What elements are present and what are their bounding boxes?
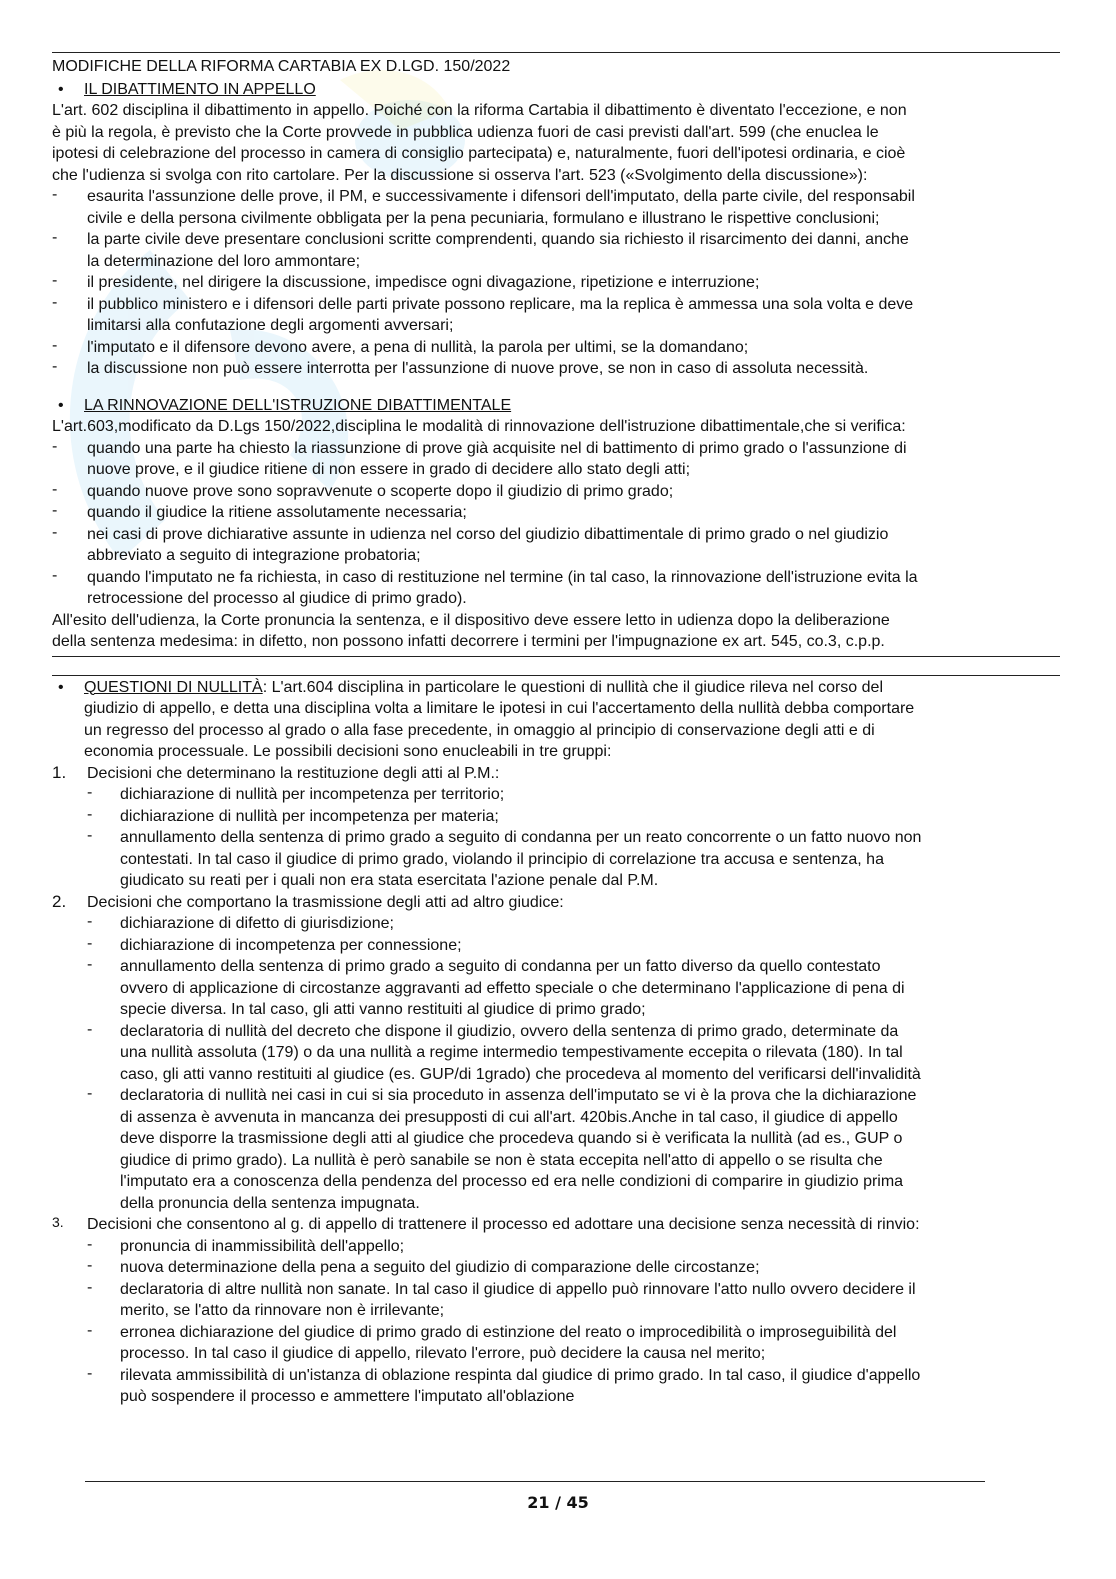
list-item <box>52 524 1060 567</box>
text-line: giudice di primo grado). La nullità è però sanabile se non è stata eccepita nell'atto di appello o se risulta che <box>120 1151 883 1169</box>
text-line: economia processuale. Le possibili decisioni sono enucleabili in tre gruppi: <box>84 743 612 760</box>
text-line: deve disporre la trasmissione degli atti al giudice che procedeva quando si è verificata la nullità (ad es., GUP o <box>120 1130 903 1147</box>
list-item <box>52 1365 1060 1408</box>
dash-marker: - <box>52 293 58 311</box>
dash-marker: - <box>87 805 93 823</box>
list-item <box>52 784 1060 806</box>
text-line: quando nuove prove sono sopravvenute o scoperte dopo il giudizio di primo grado; <box>87 482 674 500</box>
text-line: ipotesi di celebrazione del processo in camera di consiglio partecipata) e, naturalmente, fuori dell'ipotesi ordinaria, e cioè <box>52 145 906 162</box>
text-line: quando il giudice la ritiene assolutamente necessaria; <box>87 504 467 521</box>
text-line: una nullità assoluta (179) o da una nullità a regime intermedio tempestivamente eccepita o rilevata (180). In tal <box>120 1044 903 1061</box>
text-line: Decisioni che consentono al g. di appello di trattenere il processo ed adottare una decisione senza necessità di rinvio: <box>87 1216 920 1233</box>
dash-marker: - <box>87 934 93 952</box>
dash-marker: - <box>52 336 58 354</box>
numbered-group-title <box>52 892 1060 914</box>
text-line: può sospendere il processo e ammettere l'imputato all'oblazione <box>120 1388 575 1405</box>
text-line: l'imputato e il difensore devono avere, a pena di nullità, la parola per ultimi, se la domandano; <box>87 338 749 356</box>
text-line: annullamento della sentenza di primo grado a seguito di condanna per un reato concorrente o un fatto nuovo non <box>120 829 922 846</box>
text-line: specie diversa. In tal caso, gli atti vanno restituiti al giudice di primo grado; <box>120 1001 646 1018</box>
rinnovazione-outro <box>52 610 1060 653</box>
dash-marker: - <box>87 1278 93 1296</box>
heading-text: LA RINNOVAZIONE DELL'ISTRUZIONE DIBATTIMENTALE <box>84 396 512 414</box>
text-line: merito, se l'atto da rinnovare non è irrilevante; <box>120 1302 445 1319</box>
numbered-group-title <box>52 763 1060 785</box>
list-item <box>52 294 1060 337</box>
text-line: un regresso del processo al grado o alla fase precedente, in omaggio al principio di conservazione degli atti e di <box>84 721 875 739</box>
footer-rule <box>85 1481 985 1482</box>
dash-marker: - <box>52 480 58 498</box>
dash-marker: - <box>52 229 58 246</box>
text-line: esaurita l'assunzione delle prove, il PM, e successivamente i difensori dell'imputato, della parte civile, del responsabil <box>87 188 915 205</box>
dash-marker: - <box>87 1257 93 1274</box>
list-item <box>52 229 1060 272</box>
nullita-groups <box>52 763 1060 1408</box>
text-line: All'esito dell'udienza, la Corte pronuncia la sentenza, e il dispositivo deve essere letto in udienza dopo la deliberazione <box>52 611 890 629</box>
text-line: erronea dichiarazione del giudice di primo grado di estinzione del reato o improcedibilità o improseguibilità del <box>120 1323 897 1341</box>
text-line: nuova determinazione della pena a seguito del giudizio di comparazione delle circostanze; <box>120 1259 760 1276</box>
dash-marker: - <box>87 913 93 930</box>
bullet-icon: • <box>58 80 64 98</box>
dash-marker: - <box>87 1085 93 1102</box>
dash-marker: - <box>87 1235 93 1253</box>
dibattimento-list <box>52 186 1060 380</box>
list-item <box>52 806 1060 828</box>
text-line: quando l'imputato ne fa richiesta, in caso di restituzione nel termine (in tal caso, la rinnovazione dell'istruzione evita la <box>87 568 918 586</box>
list-item <box>52 935 1060 957</box>
text-line: Decisioni che comportano la trasmissione degli atti ad altro giudice: <box>87 893 564 911</box>
text-line: civile e della persona civilmente obbligata per la pena pecuniaria, formulano e illustrano le rispettive conclusioni; <box>87 209 880 227</box>
list-item <box>52 481 1060 503</box>
list-item <box>52 502 1060 524</box>
text-line: caso, gli atti vanno restituiti al giudice (es. GUP/di 1grado) che procedeva al momento del verificarsi dell'invalidità <box>120 1065 921 1083</box>
dash-marker: - <box>52 566 58 584</box>
dash-marker: - <box>52 437 58 455</box>
text-line: annullamento della sentenza di primo grado a seguito di condanna per un fatto diverso da quello contestato <box>120 958 881 975</box>
heading-continuation: : L'art.604 disciplina in particolare le questioni di nullità che il giudice rileva nel corso del <box>262 678 883 696</box>
text-line: L'art. 602 disciplina il dibattimento in appello. Poiché con la riforma Cartabia il dibattimento è diventato l'eccezione, e non <box>52 102 907 119</box>
dash-marker: - <box>52 358 58 375</box>
section-heading-rinnovazione <box>52 395 1060 417</box>
document-title: MODIFICHE DELLA RIFORMA CARTABIA EX D.LGD. 150/2022 <box>52 58 511 75</box>
text-line: è più la regola, è previsto che la Corte provvede in pubblica udienza fuori de casi previsti dall'art. 599 (che enuclea le <box>52 123 879 141</box>
dash-marker: - <box>87 956 93 973</box>
text-line: dichiarazione di difetto di giurisdizione; <box>120 915 394 932</box>
list-item <box>52 358 1060 380</box>
text-line: processo. In tal caso il giudice di appello, rilevato l'errore, può decidere la causa nel merito; <box>120 1345 766 1362</box>
section-heading-dibattimento <box>52 79 1060 101</box>
list-item <box>52 272 1060 294</box>
text-line: il pubblico ministero e i difensori delle parti private possono replicare, ma la replica è ammessa una sola volta e deve <box>87 295 914 313</box>
dash-marker: - <box>87 1364 93 1382</box>
text-line: della sentenza medesima: in difetto, non possono infatti decorrere i termini per l'impugnazione ex art. 545, co.3, c.p.p. <box>52 633 885 650</box>
text-line: dichiarazione di nullità per incompetenza per materia; <box>120 807 499 825</box>
text-line: Decisioni che determinano la restituzione degli atti al P.M.: <box>87 764 500 782</box>
list-item <box>52 1085 1060 1214</box>
text-line: della pronuncia della sentenza impugnata. <box>120 1194 420 1212</box>
heading-text: IL DIBATTIMENTO IN APPELLO <box>84 80 316 98</box>
dash-marker: - <box>87 1020 93 1038</box>
rinnovazione-intro <box>52 416 1060 438</box>
text-line: quando una parte ha chiesto la riassunzione di prove già acquisite nel di battimento di primo grado o l'assunzione di <box>87 439 907 457</box>
list-item <box>52 1021 1060 1086</box>
section-heading-nullita <box>52 677 1060 699</box>
list-item <box>52 1322 1060 1365</box>
top-rule <box>52 52 1060 53</box>
list-item <box>52 1279 1060 1322</box>
heading-text: QUESTIONI DI NULLITÀ <box>84 678 263 696</box>
section-rule <box>52 656 1060 657</box>
text-line: di assenza è avvenuta in mancanza dei presupposti di cui all'art. 420bis.Anche in tal caso, il giudice di appello <box>120 1108 898 1126</box>
list-item <box>52 186 1060 229</box>
text-line: rilevata ammissibilità di un'istanza di oblazione respinta dal giudice di primo grado. In tal caso, il giudice d'appello <box>120 1366 921 1384</box>
list-item <box>52 827 1060 892</box>
text-line: l'imputato era a conoscenza della pendenza del processo ed era nelle condizioni di comparire in giudizio prima <box>120 1173 904 1190</box>
list-item <box>52 438 1060 481</box>
dash-marker: - <box>52 502 58 519</box>
text-line: declaratoria di nullità del decreto che dispone il giudizio, ovvero della sentenza di primo grado, determinate da <box>120 1022 899 1040</box>
text-line: retrocessione del processo al giudice di primo grado). <box>87 590 467 607</box>
list-item <box>52 1236 1060 1258</box>
bullet-icon: • <box>58 396 64 414</box>
rinnovazione-list <box>52 438 1060 610</box>
dash-marker: - <box>87 784 93 801</box>
text-line: giudizio di appello, e detta una disciplina volta a limitare le ipotesi in cui l'accertamento della nullità debba comportare <box>84 700 915 717</box>
text-line: contestati. In tal caso il giudice di primo grado, violando il principio di correlazione tra accusa e sentenza, ha <box>120 850 884 868</box>
dash-marker: - <box>87 827 93 844</box>
section-rule <box>52 675 1060 676</box>
text-line: giudicato su reati per i quali non era stata esercitata l'azione penale dal P.M. <box>120 872 659 889</box>
text-line: nei casi di prove dichiarative assunte in udienza nel corso del giudizio dibattimentale di primo grado o nel giudizio <box>87 525 889 543</box>
dash-marker: - <box>52 272 58 289</box>
text-line: che l'udienza si svolga con rito cartolare. Per la discussione si osserva l'art. 523 («Svolgimento della discussione»): <box>52 166 868 184</box>
nullita-intro <box>52 698 1060 763</box>
bullet-icon: • <box>58 678 64 696</box>
text-line: la determinazione del loro ammontare; <box>87 252 361 270</box>
text-line: pronuncia di inammissibilità dell'appello; <box>120 1237 405 1255</box>
group-number: 1. <box>52 762 67 782</box>
list-item <box>52 1257 1060 1279</box>
text-line: declaratoria di nullità nei casi in cui si sia proceduto in assenza dell'imputato se vi è la prova che la dichiarazione <box>120 1087 917 1104</box>
list-item <box>52 913 1060 935</box>
list-item <box>52 567 1060 610</box>
text-line: la parte civile deve presentare conclusioni scritte comprendenti, quando sia richiesto il risarcimento dei danni, anche <box>87 231 909 248</box>
text-line: L'art.603,modificato da D.Lgs 150/2022,disciplina le modalità di rinnovazione dell'istruzione dibattimentale,che si verifica: <box>52 418 906 435</box>
group-number: 2. <box>52 891 67 911</box>
list-item <box>52 956 1060 1021</box>
text-line: abbreviato a seguito di integrazione probatoria; <box>87 547 421 564</box>
dash-marker: - <box>52 186 58 203</box>
text-line: la discussione non può essere interrotta per l'assunzione di nuove prove, se non in caso di assoluta necessità. <box>87 360 869 377</box>
text-line: dichiarazione di nullità per incompetenza per territorio; <box>120 786 505 803</box>
page-number: 21 / 45 <box>527 1493 589 1512</box>
text-line: ovvero di applicazione di circostanze aggravanti ad effetto speciale o che determinano l'applicazione di pena di <box>120 979 905 997</box>
numbered-group-title <box>52 1214 1060 1236</box>
document-page <box>52 52 1060 1408</box>
text-line: dichiarazione di incompetenza per connessione; <box>120 936 462 954</box>
dibattimento-intro <box>52 100 1060 186</box>
text-line: declaratoria di altre nullità non sanate. In tal caso il giudice di appello può rinnovare l'atto nullo ovvero decidere il <box>120 1280 916 1298</box>
text-line: nuove prove, e il giudice ritiene di non essere in grado di decidere allo stato degli atti; <box>87 461 691 478</box>
dash-marker: - <box>52 523 58 541</box>
dash-marker: - <box>87 1321 93 1339</box>
text-line: il presidente, nel dirigere la discussione, impedisce ogni divagazione, ripetizione e interruzione; <box>87 274 760 291</box>
list-item <box>52 337 1060 359</box>
group-number: 3. <box>52 1214 64 1230</box>
text-line: limitarsi alla confutazione degli argomenti avversari; <box>87 317 454 334</box>
